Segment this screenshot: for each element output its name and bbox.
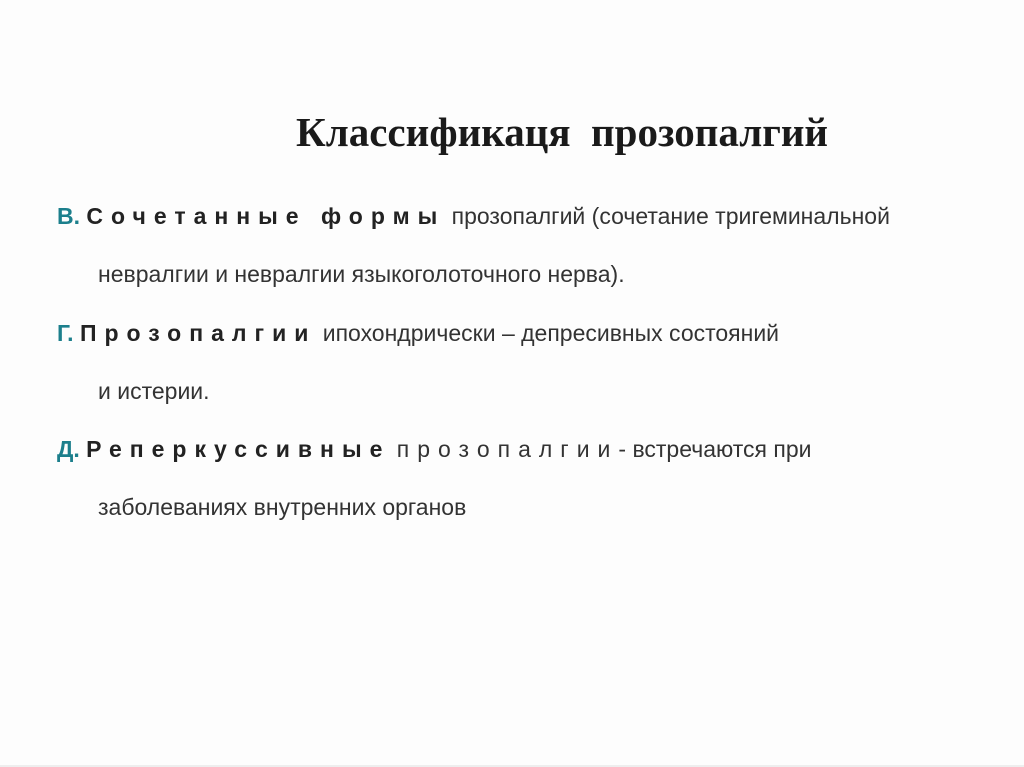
- item-v-term: Сочетанные формы: [86, 203, 446, 229]
- item-g-text-1: ипохондрически – депресивных состояний: [322, 320, 780, 346]
- item-d-text-2: заболеваниях внутренних органов: [98, 494, 467, 520]
- item-d-line1: [57, 434, 812, 464]
- item-v-text-2: невралгии и невралгии языкоголоточного нерва).: [98, 261, 625, 287]
- item-d-text-1: - встречаются при: [618, 436, 812, 462]
- item-d-term-light: прозопалгии: [396, 436, 619, 462]
- item-v-text-1: прозопалгий (сочетание тригеминальной: [451, 203, 890, 229]
- item-v-marker: В.: [57, 203, 80, 229]
- item-g-line1: [57, 318, 779, 348]
- item-g-term: Прозопалгии: [79, 320, 317, 346]
- item-g-marker: Г.: [57, 320, 74, 346]
- item-g-text-2: и истерии.: [98, 378, 210, 404]
- item-d-marker: Д.: [57, 436, 80, 462]
- slide-title: Классификаця прозопалгий: [296, 109, 829, 155]
- item-v-line1: [57, 201, 890, 231]
- item-d-term: Реперкуссивные: [86, 436, 391, 462]
